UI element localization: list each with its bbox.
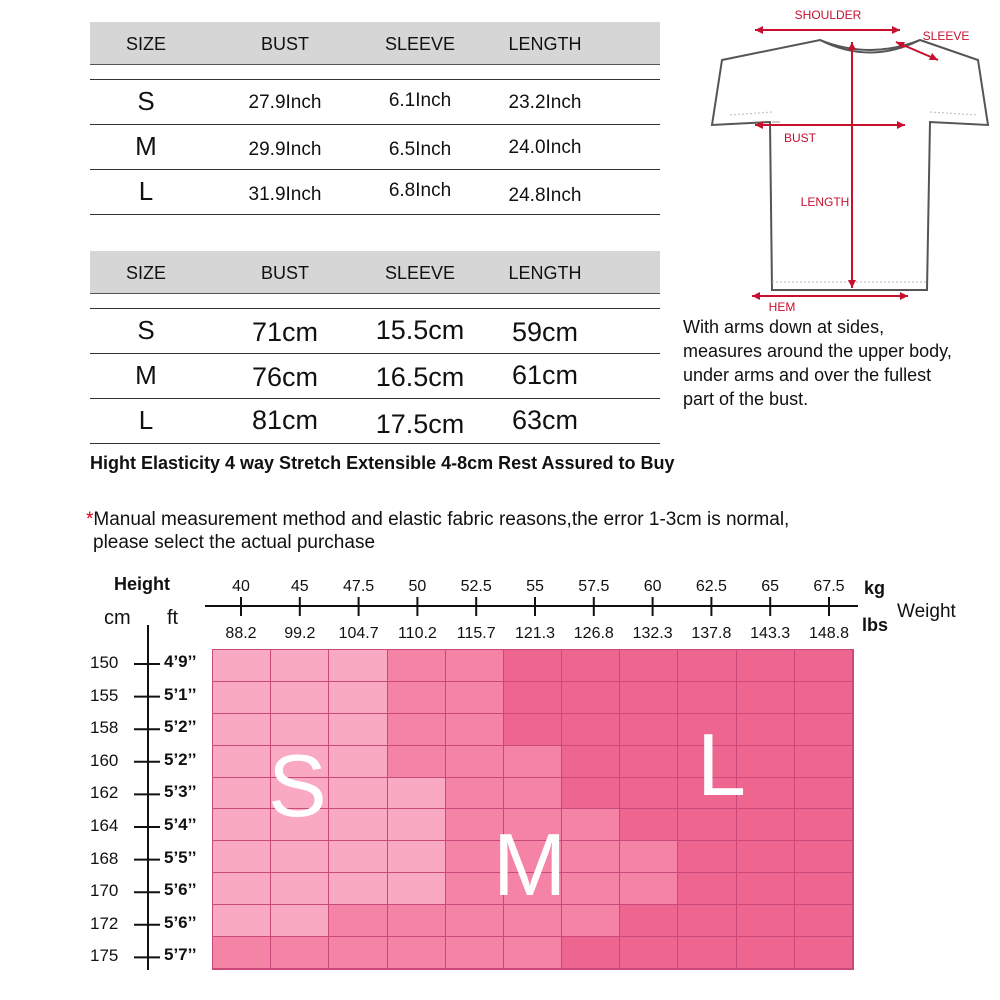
size-cell-m xyxy=(388,650,446,682)
size-cell-s xyxy=(388,841,446,873)
size-cell-m xyxy=(562,809,620,841)
lbs-tick-label: 110.2 xyxy=(397,625,437,642)
size-cell-l xyxy=(678,682,736,714)
size-cell-m xyxy=(562,841,620,873)
size-cell-m xyxy=(446,778,504,810)
cm-tick-label: 164 xyxy=(90,816,119,835)
size-cell-m xyxy=(504,778,562,810)
height-title: Height xyxy=(114,574,170,594)
bust-description-line: under arms and over the fullest xyxy=(683,365,932,385)
size-cell-s xyxy=(213,714,271,746)
size-cell-m xyxy=(329,937,387,969)
header-sleeve: SLEEVE xyxy=(384,34,456,54)
kg-tick-label: 67.5 xyxy=(813,578,845,595)
cm-tick-label: 172 xyxy=(90,913,119,933)
ft-tick-label: 4’9’’ xyxy=(164,652,197,671)
cm-tick-label: 162 xyxy=(90,783,119,803)
size-cell-l xyxy=(737,905,795,937)
bust-cell: 27.9Inch xyxy=(248,92,322,113)
size-cell: S xyxy=(137,315,155,345)
lbs-tick-label: 126.8 xyxy=(573,625,614,642)
bust-cell: 31.9Inch xyxy=(248,184,322,205)
size-cell-s xyxy=(213,905,271,937)
sleeve-label: SLEEVE xyxy=(922,29,970,43)
length-cell: 23.2Inch xyxy=(508,92,582,113)
size-cell-l xyxy=(678,650,736,682)
size-cell-m xyxy=(562,873,620,905)
ft-tick-label: 5’5’’ xyxy=(164,847,197,867)
size-cell-l xyxy=(620,905,678,937)
size-cell: L xyxy=(138,405,154,435)
size-cell-s xyxy=(271,905,329,937)
sleeve-cell: 16.5cm xyxy=(375,362,465,392)
cm-tick-label: 170 xyxy=(90,881,119,901)
size-cell-l xyxy=(620,682,678,714)
ft-tick-label: 5’1’’ xyxy=(164,684,197,704)
size-cell-s xyxy=(329,809,387,841)
zone-label-s: S xyxy=(268,736,327,835)
size-cell-l xyxy=(737,937,795,969)
size-cell-l xyxy=(795,937,853,969)
kg-tick-label: 40 xyxy=(232,578,250,595)
size-cell-s xyxy=(213,778,271,810)
kg-tick-label: 62.5 xyxy=(695,578,727,595)
size-cell: S xyxy=(137,86,155,116)
size-cell-l xyxy=(562,778,620,810)
asterisk: * xyxy=(86,509,94,530)
size-cell-l xyxy=(795,682,853,714)
size-cell-l xyxy=(795,841,853,873)
length-cell: 61cm xyxy=(511,360,579,390)
kg-unit-label: kg xyxy=(864,578,886,598)
size-cell-m xyxy=(446,650,504,682)
size-cell-l xyxy=(562,682,620,714)
size-cell-s xyxy=(329,714,387,746)
header-bust: BUST xyxy=(260,263,309,283)
lbs-tick-label: 148.8 xyxy=(808,625,850,642)
length-cell: 24.0Inch xyxy=(508,137,582,158)
sleeve-cell: 6.8Inch xyxy=(388,180,452,201)
size-cell: L xyxy=(138,176,154,206)
size-cell-s xyxy=(213,841,271,873)
size-cell-s xyxy=(213,746,271,778)
cm-tick-label: 168 xyxy=(90,848,119,868)
sleeve-cell: 6.1Inch xyxy=(388,90,452,111)
shoulder-label: SHOULDER xyxy=(794,8,862,22)
ft-tick-label: 5’7’’ xyxy=(164,945,197,965)
bust-description-line: part of the bust. xyxy=(683,389,809,409)
bust-cell: 81cm xyxy=(251,405,319,435)
size-cell-l xyxy=(795,905,853,937)
size-cell-l xyxy=(620,714,678,746)
size-cell-l xyxy=(678,841,736,873)
lbs-tick-label: 104.7 xyxy=(338,625,379,642)
ft-tick-label: 5’2’’ xyxy=(164,717,197,737)
size-cell-m xyxy=(388,937,446,969)
length-cell: 59cm xyxy=(511,317,579,347)
length-cell: 24.8Inch xyxy=(508,185,582,206)
size-cell-m xyxy=(446,682,504,714)
size-cell-l xyxy=(620,650,678,682)
header-length: LENGTH xyxy=(508,263,582,283)
size-cell-s xyxy=(388,778,446,810)
size-cell-l xyxy=(795,778,853,810)
size-cell-m xyxy=(620,841,678,873)
size-cell-l xyxy=(620,809,678,841)
size-cell-m xyxy=(504,937,562,969)
size-cell-l xyxy=(737,650,795,682)
ft-tick-label: 5’4’’ xyxy=(164,815,197,834)
cm-unit-label: cm xyxy=(104,607,131,629)
size-cell-s xyxy=(329,841,387,873)
sleeve-cell: 15.5cm xyxy=(375,315,465,345)
size-cell: M xyxy=(135,360,157,390)
length-label: LENGTH xyxy=(800,195,850,209)
size-cell-m xyxy=(271,937,329,969)
size-cell-s xyxy=(271,682,329,714)
size-cell-s xyxy=(213,682,271,714)
size-cell-m xyxy=(446,937,504,969)
size-cell-m xyxy=(388,905,446,937)
header-length: LENGTH xyxy=(508,34,582,54)
length-cell: 63cm xyxy=(511,405,579,435)
size-cell-m xyxy=(329,905,387,937)
lbs-tick-label: 88.2 xyxy=(225,625,257,642)
ft-unit-label: ft xyxy=(167,607,179,629)
ft-tick-label: 5’6’’ xyxy=(164,912,197,932)
size-cell-m xyxy=(388,714,446,746)
header-sleeve: SLEEVE xyxy=(384,263,456,283)
size-cell-s xyxy=(329,746,387,778)
kg-tick-label: 47.5 xyxy=(343,578,375,595)
size-cell-m xyxy=(213,937,271,969)
sleeve-cell: 6.5Inch xyxy=(388,139,452,160)
bust-cell: 29.9Inch xyxy=(248,139,322,160)
size-cell-m xyxy=(562,905,620,937)
size-cell-l xyxy=(795,746,853,778)
size-cell-m xyxy=(504,746,562,778)
size-cell-l xyxy=(795,714,853,746)
size-cell-s xyxy=(388,873,446,905)
size-cell-l xyxy=(795,809,853,841)
size-cell-s xyxy=(271,650,329,682)
size-cell-s xyxy=(329,650,387,682)
size-cell-m xyxy=(446,714,504,746)
header-size: SIZE xyxy=(125,263,166,283)
size-cell-s xyxy=(213,809,271,841)
kg-tick-label: 50 xyxy=(408,578,427,595)
bust-cell: 71cm xyxy=(251,317,319,347)
size-cell-l xyxy=(562,746,620,778)
lbs-tick-label: 99.2 xyxy=(284,625,316,642)
header-bust: BUST xyxy=(260,34,309,54)
header-size: SIZE xyxy=(125,34,166,54)
lbs-unit-label: lbs xyxy=(862,615,889,635)
size-cell-l xyxy=(737,682,795,714)
size-cell-l xyxy=(678,873,736,905)
weight-title: Weight xyxy=(897,601,956,622)
size-cell-s xyxy=(329,873,387,905)
size-cell-s xyxy=(271,873,329,905)
size-cell-l xyxy=(620,937,678,969)
size-cell-m xyxy=(446,746,504,778)
ft-tick-label: 5’3’’ xyxy=(164,782,197,802)
size-cell-m xyxy=(620,873,678,905)
size-cell: M xyxy=(135,131,157,161)
lbs-tick-label: 115.7 xyxy=(456,625,496,642)
kg-tick-label: 55 xyxy=(526,578,544,595)
kg-tick-label: 65 xyxy=(761,578,780,595)
size-cell-m xyxy=(388,682,446,714)
error-note-line-2: please select the actual purchase xyxy=(93,532,376,553)
size-cell-l xyxy=(678,937,736,969)
cm-tick-label: 155 xyxy=(90,685,119,705)
kg-tick-label: 52.5 xyxy=(460,578,492,595)
size-cell-l xyxy=(620,778,678,810)
size-cell-l xyxy=(562,714,620,746)
size-cell-l xyxy=(795,650,853,682)
kg-tick-label: 45 xyxy=(290,578,309,595)
stretch-note: Hight Elasticity 4 way Stretch Extensible 4-8cm Rest Assured to Buy xyxy=(90,453,675,473)
size-cell-l xyxy=(562,650,620,682)
cm-tick-label: 160 xyxy=(90,750,119,770)
size-cell-m xyxy=(388,746,446,778)
size-cell-l xyxy=(504,650,562,682)
ft-tick-label: 5’2’’ xyxy=(164,749,197,769)
size-cell-l xyxy=(504,714,562,746)
size-cell-s xyxy=(329,682,387,714)
lbs-tick-label: 132.3 xyxy=(632,625,673,642)
size-cell-l xyxy=(737,841,795,873)
size-cell-s xyxy=(329,778,387,810)
hem-label: HEM xyxy=(768,300,796,314)
sleeve-cell: 17.5cm xyxy=(375,409,465,439)
size-cell-l xyxy=(795,873,853,905)
lbs-tick-label: 143.3 xyxy=(750,625,791,642)
size-cell-l xyxy=(562,937,620,969)
size-cell-s xyxy=(388,809,446,841)
size-cell-l xyxy=(678,905,736,937)
cm-tick-label: 150 xyxy=(90,653,119,672)
bust-description-line: With arms down at sides, xyxy=(683,317,885,337)
bust-description-line: measures around the upper body, xyxy=(683,341,952,361)
cm-tick-label: 158 xyxy=(90,718,119,738)
zone-label-m: M xyxy=(493,815,567,914)
kg-tick-label: 60 xyxy=(643,578,662,595)
size-cell-s xyxy=(213,650,271,682)
lbs-tick-label: 121.3 xyxy=(514,625,556,642)
bust-cell: 76cm xyxy=(251,362,319,392)
kg-tick-label: 57.5 xyxy=(578,578,610,595)
ft-tick-label: 5’6’’ xyxy=(164,880,197,900)
size-cell-s xyxy=(271,841,329,873)
size-cell-l xyxy=(504,682,562,714)
bust-label: BUST xyxy=(783,131,817,145)
size-cell-l xyxy=(737,873,795,905)
cm-tick-label: 175 xyxy=(90,946,119,966)
lbs-tick-label: 137.8 xyxy=(691,625,732,642)
zone-label-l: L xyxy=(697,715,746,814)
size-cell-l xyxy=(620,746,678,778)
error-note-line-1: Manual measurement method and elastic fabric reasons,the error 1-3cm is normal, xyxy=(93,509,790,530)
size-cell-s xyxy=(213,873,271,905)
